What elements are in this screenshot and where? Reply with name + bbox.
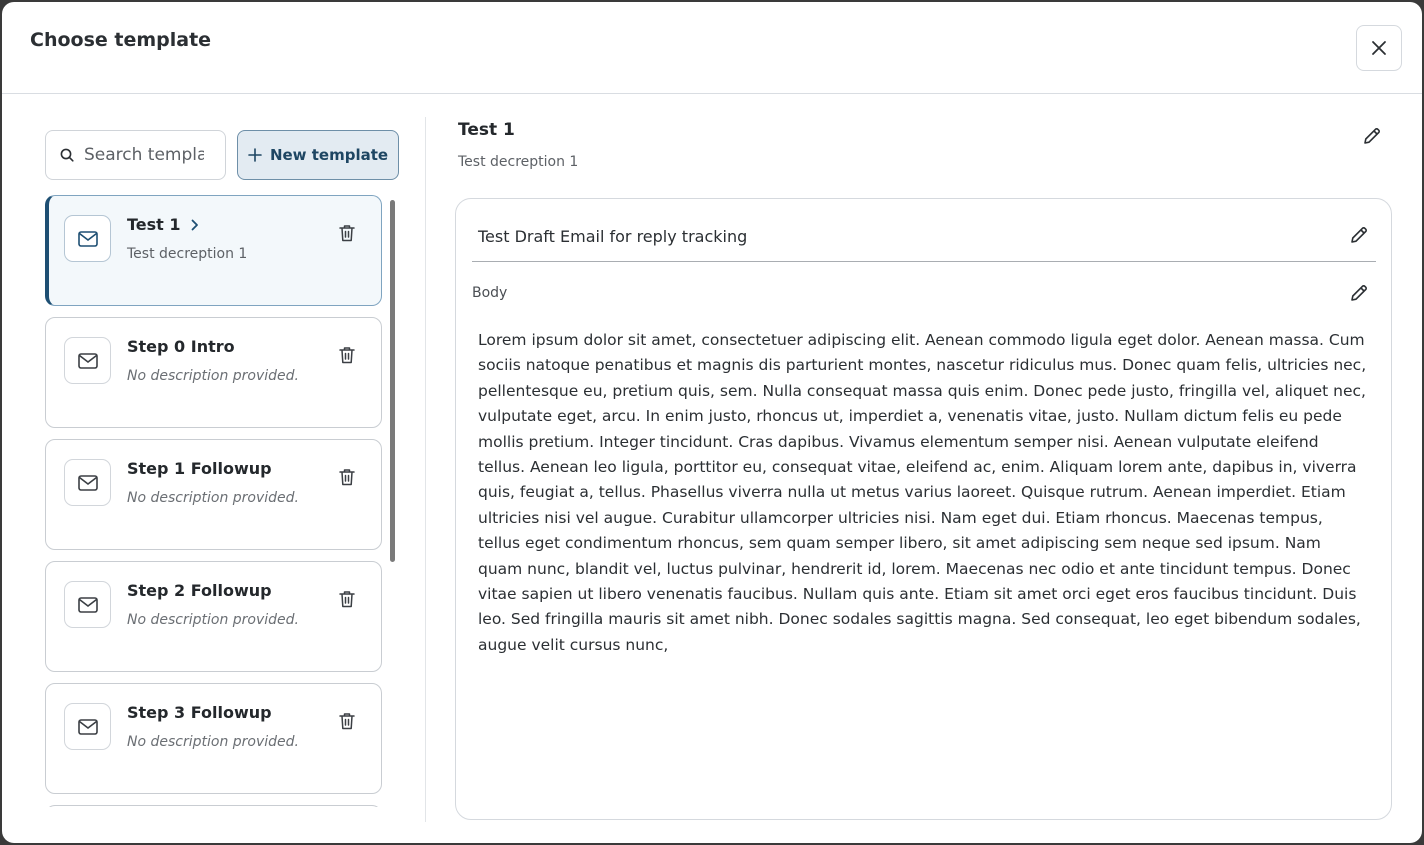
close-button[interactable]	[1356, 25, 1402, 71]
edit-body-pencil-icon[interactable]	[1349, 283, 1369, 303]
trash-icon[interactable]	[339, 468, 357, 488]
detail-title: Test 1	[458, 120, 515, 140]
trash-icon[interactable]	[339, 590, 357, 610]
template-name: Step 3 Followup	[127, 703, 272, 722]
template-description: Test decreption 1	[127, 246, 248, 262]
trash-icon[interactable]	[339, 224, 357, 244]
list-scrollbar[interactable]	[390, 200, 395, 562]
template-description: No description provided.	[127, 612, 299, 628]
template-name: Step 0 Intro	[127, 337, 235, 356]
email-preview	[455, 198, 1392, 820]
search-input[interactable]	[84, 145, 204, 165]
email-subject: Test Draft Email for reply tracking	[478, 227, 748, 246]
template-card[interactable]	[45, 683, 382, 794]
new-template-button[interactable]	[237, 130, 399, 180]
new-template-label: New template	[269, 146, 389, 164]
search-box[interactable]	[45, 130, 226, 180]
column-divider	[425, 117, 426, 822]
edit-subject-pencil-icon[interactable]	[1349, 225, 1369, 245]
detail-description: Test decreption 1	[458, 154, 579, 170]
modal-header	[2, 2, 1422, 94]
close-icon	[1371, 40, 1387, 56]
template-card[interactable]	[45, 195, 382, 306]
template-card[interactable]	[45, 439, 382, 550]
trash-icon[interactable]	[339, 346, 357, 366]
search-icon	[60, 148, 74, 162]
template-card[interactable]	[45, 317, 382, 428]
trash-icon[interactable]	[339, 712, 357, 732]
envelope-icon	[64, 459, 111, 506]
template-name: Test 1	[127, 215, 199, 234]
envelope-icon	[64, 581, 111, 628]
chevron-right-icon	[191, 219, 199, 231]
template-description: No description provided.	[127, 490, 299, 506]
edit-template-pencil-icon[interactable]	[1362, 126, 1382, 146]
template-description: No description provided.	[127, 368, 299, 384]
template-name: Step 2 Followup	[127, 581, 272, 600]
template-card[interactable]	[45, 561, 382, 672]
template-card-partial[interactable]	[45, 805, 382, 807]
modal-title: Choose template	[30, 29, 212, 51]
template-description: No description provided.	[127, 734, 299, 750]
template-list	[45, 195, 385, 807]
email-body: Lorem ipsum dolor sit amet, consectetuer adipiscing elit. Aenean commodo ligula eget dolor. Aenean massa. Cum sociis natoque penatibus et magnis dis parturient montes, nascetur ridiculus mus. Donec quam felis, ultricies nec, pellentesque eu, pretium quis, sem. Nulla consequat massa quis enim. Donec pede justo, fringilla vel, aliquet nec, vulputate eget, arcu. In enim justo, rhoncus ut, imperdiet a, venenatis vitae, justo. Nullam dictum felis eu pede mollis pretium. Integer tincidunt. Cras dapibus. Vivamus elementum semper nisi. Aenean vulputate eleifend tellus. Aenean leo ligula, porttitor eu, consequat vitae, eleifend ac, enim. Aliquam lorem ante, dapibus in, viverra quis, feugiat a, tellus. Phasellus viverra nulla ut metus varius laoreet. Quisque rutrum. Aenean imperdiet. Etiam ultricies nisi vel augue. Curabitur ullamcorper ultricies nisi. Nam eget dui. Etiam rhoncus. Maecenas tempus, tellus eget condimentum rhoncus, sem quam semper libero, sit amet adipiscing sem neque sed ipsum. Nam quam nunc, blandit vel, luctus pulvinar, hendrerit id, lorem. Maecenas nec odio et ante tincidunt tempus. Donec vitae sapien ut libero venenatis faucibus. Nullam quis ante. Etiam sit amet orci eget eros faucibus tincidunt. Duis leo. Sed fringilla mauris sit amet nibh. Donec sodales sagittis magna. Sed consequat, leo eget bibendum sodales, augue velit cursus nunc,	[478, 331, 1367, 654]
envelope-icon	[64, 337, 111, 384]
envelope-icon	[64, 703, 111, 750]
plus-icon	[248, 148, 262, 162]
subject-divider	[472, 261, 1376, 262]
template-name: Step 1 Followup	[127, 459, 272, 478]
envelope-icon	[64, 215, 111, 262]
body-label: Body	[472, 285, 508, 301]
choose-template-modal	[2, 2, 1422, 843]
